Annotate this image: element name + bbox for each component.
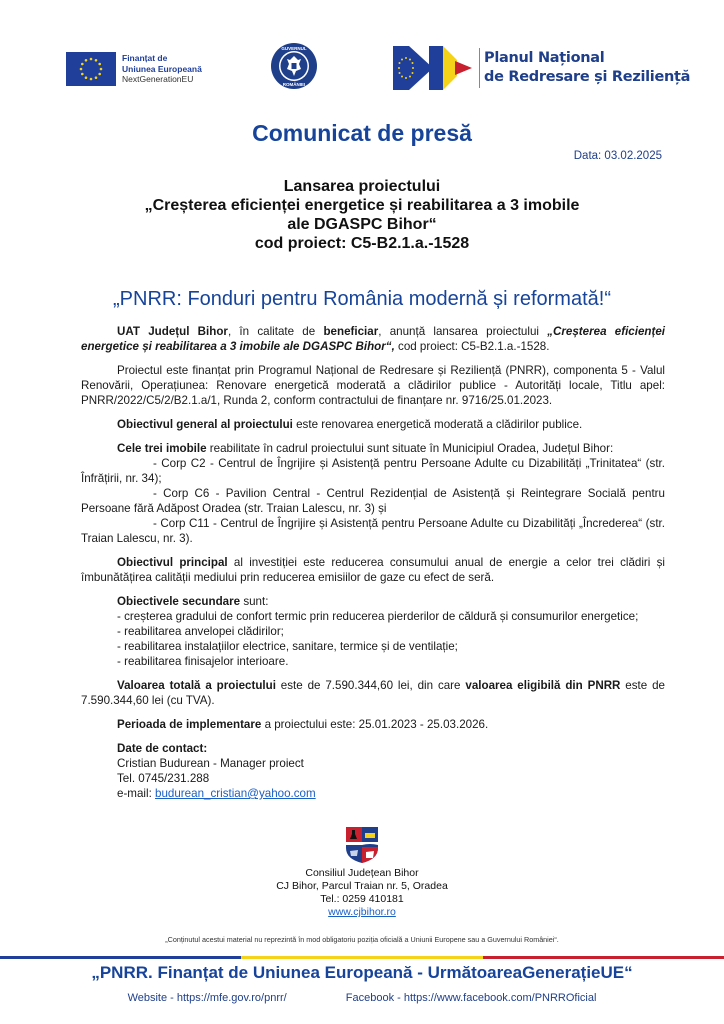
text: este de 7.590.344,60 lei, din care: [275, 679, 466, 692]
paragraph-main-objective: [81, 555, 665, 585]
text: al investiției este reducerea consumului anual de energie a celor trei clădiri și îmbunătățirea calității mediului prin reducerea emisiilor de gaze cu efect de seră.: [81, 556, 665, 584]
beneficiary-label: beneficiar: [323, 325, 379, 338]
secondary-objective-item: - reabilitarea anvelopei clădirilor;: [117, 625, 284, 638]
contact-email-link[interactable]: budurean_cristian@yahoo.com: [155, 787, 316, 800]
eu-logo-text: [122, 53, 202, 85]
press-release-body: [81, 324, 665, 810]
project-heading-line4: cod proiect: C5-B2.1.a.-1528: [254, 235, 470, 252]
pnrr-logo-line1: Planul Național: [484, 50, 605, 66]
implementation-period-label: Perioada de implementare: [117, 718, 262, 731]
project-heading-line3: ale DGASPC Bihor“: [287, 216, 437, 233]
council-phone: Tel.: 0259 410181: [320, 893, 404, 905]
project-heading-line1: Lansarea proiectului: [283, 178, 441, 195]
total-value-label: Valoarea totală a proiectului: [117, 679, 276, 692]
secondary-objective-item: - reabilitarea instalațiilor electrice, sanitare, termice și de ventilație;: [117, 640, 458, 653]
eu-logo-line3: NextGenerationEU: [122, 74, 194, 85]
text: , anunță lansarea proiectului: [378, 325, 548, 338]
press-release-date: Data: 03.02.2025: [573, 150, 662, 162]
pnrr-logo-text: [484, 49, 690, 87]
text: sunt:: [240, 595, 269, 608]
paragraph-buildings: [81, 441, 665, 546]
eligible-value-label: valoarea eligibilă din PNRR: [465, 679, 621, 692]
paragraph-secondary-objectives: [81, 594, 665, 669]
contact-name: Cristian Budurean - Manager proiect: [117, 757, 304, 770]
council-info: [0, 826, 724, 919]
paragraph-implementation-period: [81, 717, 665, 732]
buildings-intro: [81, 441, 665, 456]
council-website-link[interactable]: www.cjbihor.ro: [328, 906, 396, 918]
eu-logo-line1: Finanțat de: [122, 53, 168, 64]
pnrr-logo: [393, 46, 690, 90]
project-name: „Creșterea eficienței energetice și reabilitarea a 3 imobile ale DGASPC Bihor“,: [81, 325, 666, 353]
contact-heading-text: Date de contact:: [117, 742, 208, 755]
eu-funding-logo: [66, 52, 202, 86]
header-logos: [0, 40, 724, 100]
footer-slogan: „PNRR. Finanțat de Uniunea Europeană - UrmătoareaGenerațieUE“: [91, 963, 633, 982]
council-address: CJ Bihor, Parcul Traian nr. 5, Oradea: [276, 880, 448, 892]
footer-links: [0, 992, 724, 1004]
page-title: Comunicat de presă: [252, 120, 472, 146]
project-heading: [0, 177, 724, 253]
buildings-label: Cele trei imobile: [117, 442, 207, 455]
beneficiary-name: UAT Județul Bihor: [117, 325, 228, 338]
secondary-objective-item: - creșterea gradului de confort termic prin reducerea pierderilor de căldură și consumurilor energetice;: [117, 610, 639, 623]
building-item: - Corp C11 - Centrul de Îngrijire și Asistență pentru Persoane Adulte cu Dizabilități „Încrederea“ (str. Traian Lalescu, nr. 3).: [81, 517, 665, 545]
text: cod proiect: C5-B2.1.a.-1528.: [394, 340, 550, 353]
paragraph-general-objective: [81, 417, 665, 432]
text: reabilitate în cadrul proiectului sunt situate în Municipiul Oradea, Județul Bihor:: [206, 442, 614, 455]
secondary-objectives-label: Obiectivele secundare: [117, 595, 241, 608]
paragraph-financing: Proiectul este finanțat prin Programul Național de Redresare și Reziliență (PNRR), componenta 5 - Valul Renovării, Operațiunea: Renovare energetică moderată a clădirilor publice - Autorități locale, Titlu apel: PNRR/2022/C5/2/B2.1.a/1, Runda 2, conform contractului de finanțare nr. 9716/25.01.2023.: [81, 364, 665, 407]
contact-phone: Tel. 0745/231.288: [117, 772, 210, 785]
bihor-crest-icon: [345, 826, 379, 864]
pnrr-arrows-icon: [393, 46, 475, 90]
pnrr-logo-divider: [479, 48, 480, 88]
building-item: - Corp C6 - Pavilion Central - Centrul Rezidențial de Asistență și Reintegrare Socială pentru Persoane fără Adăpost Oradea (str. Traian Lalescu, nr. 3) și: [81, 487, 665, 515]
building-item: - Corp C2 - Centrul de Îngrijire și Asistență pentru Persoane Adulte cu Dizabilități „Trinitatea“ (str. Înfrățirii, nr. 34);: [81, 457, 665, 485]
text: a proiectului este: 25.01.2023 - 25.03.2026.: [261, 718, 489, 731]
eu-logo-line2: Uniunea Europeană: [122, 63, 202, 74]
text: este de 7.590.344,60 lei (cu TVA).: [81, 679, 665, 707]
contact-heading: [117, 741, 665, 756]
text: este renovarea energetică moderată a clădirilor publice.: [292, 418, 583, 431]
secondary-objective-item: - reabilitarea finisajelor interioare.: [117, 655, 289, 668]
romanian-government-logo: [270, 42, 318, 90]
project-heading-line2: „Creșterea eficienței energetice și reabilitarea a 3 imobile: [144, 197, 580, 214]
text: , în calitate de: [227, 325, 324, 338]
paragraph-beneficiary: [81, 324, 665, 354]
pnrr-slogan: „PNRR: Fonduri pentru România modernă și reformată!“: [113, 288, 611, 310]
email-label: e-mail:: [117, 787, 156, 800]
gov-logo-bottom-text: ROMÂNIEI: [282, 82, 306, 87]
pnrr-logo-line2: de Redresare și Reziliență: [484, 69, 691, 85]
romanian-coat-of-arms-icon: [270, 42, 318, 90]
tricolor-blue: [0, 956, 241, 959]
tricolor-yellow: [241, 956, 482, 959]
paragraph-project-value: [81, 678, 665, 708]
contact-block: [81, 741, 665, 801]
footer-website-link[interactable]: Website - https://mfe.gov.ro/pnrr/: [127, 992, 287, 1004]
tricolor-divider: [0, 956, 724, 959]
main-objective-label: Obiectivul principal: [117, 556, 228, 569]
disclaimer: „Conținutul acestui material nu reprezintă în mod obligatoriu poziția oficială a Uniunii Europene sau a Guvernului României“.: [165, 935, 559, 944]
eu-flag-icon: [66, 52, 116, 86]
tricolor-red: [483, 956, 724, 959]
contact-email-line: [117, 786, 665, 801]
gov-logo-top-text: GUVERNUL: [281, 46, 307, 51]
secondary-objectives-heading: [117, 594, 665, 609]
general-objective-label: Obiectivul general al proiectului: [117, 418, 293, 431]
council-name: Consiliul Județean Bihor: [305, 867, 419, 879]
footer-facebook-link[interactable]: Facebook - https://www.facebook.com/PNRROficial: [345, 992, 597, 1004]
